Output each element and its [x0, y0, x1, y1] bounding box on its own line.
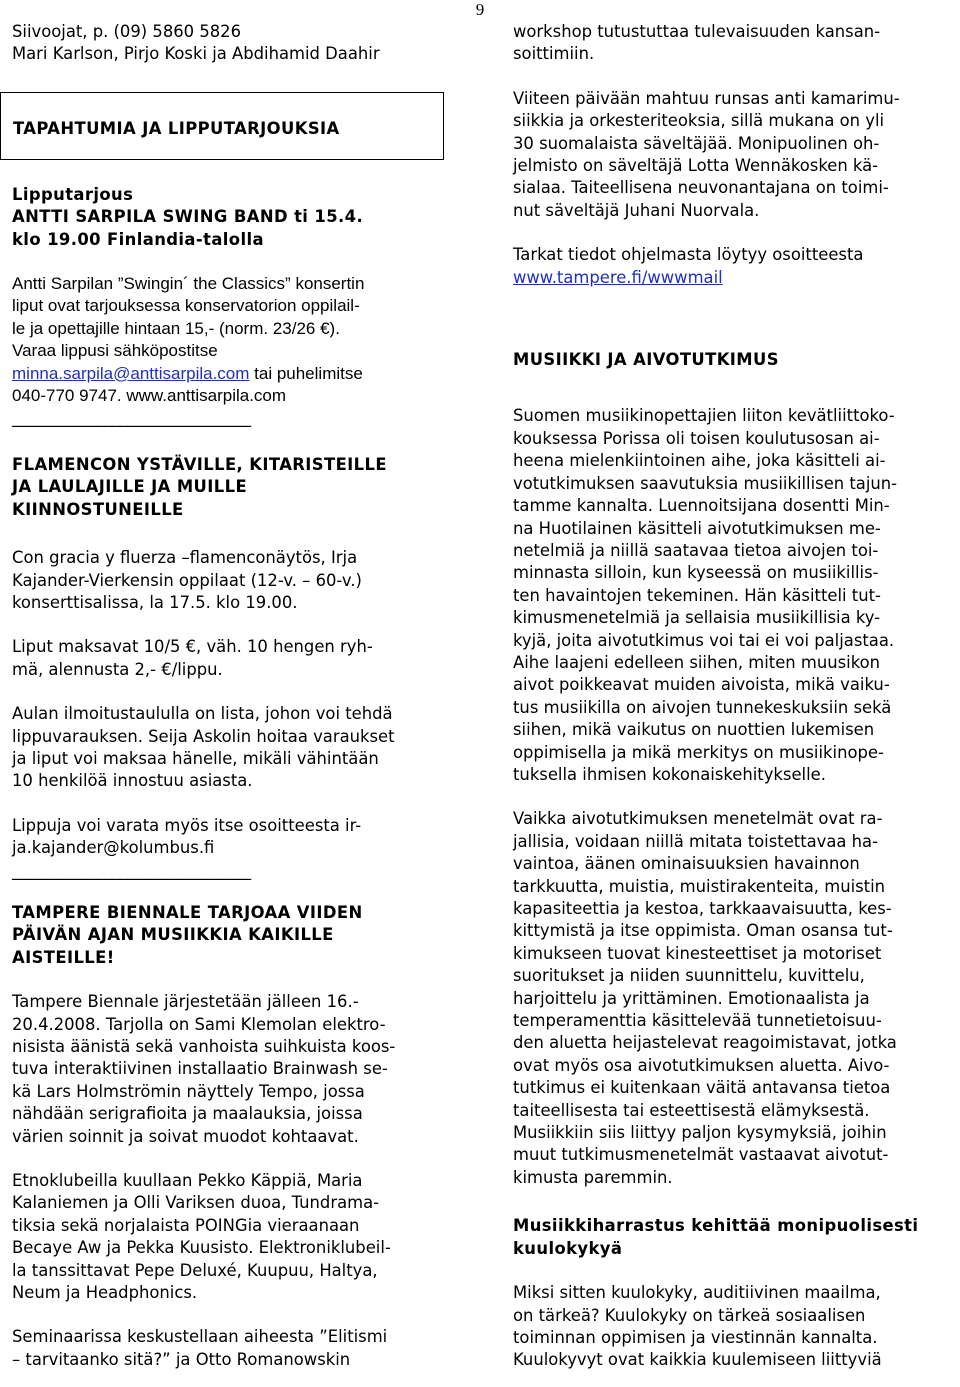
- text-line: toiminnan oppimisen ja viestinnän kannalta.: [513, 1327, 878, 1347]
- flamenco-heading-line: FLAMENCON YSTÄVILLE, KITARISTEILLE: [12, 454, 387, 474]
- text-line: 30 suomalaista säveltäjää. Monipuolinen oh-: [513, 133, 880, 153]
- text-line: harjoittelu ja yrittäminen. Emotionaalista ja: [513, 988, 870, 1008]
- viiteen-paragraph: [513, 88, 949, 222]
- text-line: suoritukset ja niiden suunnittelu, kuvittelu,: [513, 966, 865, 986]
- text-line: Neum ja Headphonics.: [12, 1283, 198, 1303]
- text-line: soittimiin.: [513, 44, 595, 64]
- text-line: tuksella ihmisen kokonaiskehitykselle.: [513, 764, 826, 784]
- sarpila-email-link[interactable]: minna.sarpila@anttisarpila.com: [12, 363, 250, 383]
- text-line: Kuulokyvyt ovat kaikkia kuulemiseen liittyviä: [513, 1350, 882, 1370]
- text-line: le ja opettajille hintaan 15,- (norm. 23/26 €).: [12, 318, 340, 338]
- text-line: siihen, mikä vaikutus on nuottien lukemisen: [513, 720, 875, 740]
- flamenco-paragraph: [12, 636, 450, 681]
- text-line: nut säveltäjä Juhani Nuorvala.: [513, 200, 760, 220]
- flamenco-paragraph: [12, 815, 450, 860]
- text-line: Aihe laajeni edelleen siihen, miten muusikon: [513, 652, 881, 672]
- divider: _______________________________: [12, 860, 251, 880]
- text-line: liput ovat tarjouksessa konservatorion oppilail-: [12, 296, 360, 316]
- text-line: tamme kannalta. Luennoitsijana dosentti Min-: [513, 496, 890, 516]
- biennale-heading-line: AISTEILLE!: [12, 947, 115, 967]
- text-line: Suomen musiikinopettajien liiton kevätliittoko-: [513, 406, 895, 426]
- musiikki-paragraph: [513, 405, 949, 786]
- text-line: Liput maksavat 10/5 €, väh. 10 hengen ryh-: [12, 637, 373, 657]
- lipputarjous-label: Lipputarjous: [12, 184, 134, 204]
- page-number: 9: [475, 0, 485, 19]
- text-line: votutkimuksen saavutuksia musiikillisen tajun-: [513, 473, 898, 493]
- text-line: kouksessa Porissa oli toisen koulutusosan ai-: [513, 428, 880, 448]
- text-line: Becaye Aw ja Pekka Kuusisto. Elektroniklubeil-: [12, 1238, 391, 1258]
- text-line: tus musiikilla on aivojen tunnekeskuksiin sekä: [513, 697, 892, 717]
- text-line: nisista äänistä sekä vanhoista suihkuista koos-: [12, 1037, 396, 1056]
- program-info: [513, 244, 949, 289]
- text-line: taiteellisesta tai esteettisestä elämyksestä.: [513, 1100, 870, 1120]
- text-line: Con gracia y fluerza –flamenconäytös, Irja: [12, 548, 358, 568]
- text-line: muut tutkimusmenetelmät vastaavat aivotut-: [513, 1145, 889, 1165]
- text-line: Antti Sarpilan ”Swingin´ the Classics” konsertin: [12, 274, 365, 294]
- cleaners-names: Mari Karlson, Pirjo Koski ja Abdihamid Daahir: [12, 44, 380, 64]
- text-line: [513, 267, 949, 289]
- text-line: Vaikka aivotutkimuksen menetelmät ovat ra-: [513, 809, 883, 829]
- text-line: na Huotilainen käsitteli aivotutkimuksen me-: [513, 518, 881, 538]
- cleaners-title: Siivoojat, p. (09) 5860 5826: [12, 22, 242, 41]
- flamenco-heading-line: KIINNOSTUNEILLE: [12, 499, 184, 519]
- text-line: kapasiteettia ja kestoa, tarkkaavaisuutta, kes-: [513, 899, 892, 918]
- text-line: 20.4.2008. Tarjolla on Sami Klemolan elektro-: [12, 1014, 386, 1034]
- biennale-paragraph: [12, 1326, 450, 1371]
- text-line: la tanssittavat Pepe Deluxé, Kuupuu, Haltya,: [12, 1260, 378, 1280]
- text-fragment: tai puhelimitse: [249, 363, 363, 383]
- text-line: kä Lars Holmströmin näyttely Tempo, jossa: [12, 1081, 365, 1101]
- text-line: ovat myös osa aivotutkimuksen aluetta. Aivo-: [513, 1055, 890, 1075]
- text-line: Lippuja voi varata myös itse osoitteesta ir-: [12, 815, 362, 835]
- events-heading-box: [0, 92, 444, 160]
- sarpila-heading-1: ANTTI SARPILA SWING BAND ti 15.4.: [12, 207, 364, 227]
- text-line: konserttisalissa, la 17.5. klo 19.00.: [12, 592, 298, 612]
- text-line: 10 henkilöä innostuu asiasta.: [12, 771, 253, 791]
- text-line: temperamenttia käsittelevää tunnetietoisuu-: [513, 1011, 882, 1031]
- flamenco-heading-line: JA LAULAJILLE JA MUILLE: [12, 477, 248, 497]
- text-line: workshop tutustuttaa tulevaisuuden kansan-: [513, 22, 881, 41]
- text-line: 040-770 9747. www.anttisarpila.com: [12, 386, 287, 406]
- text-line: – tarvitaanko sitä?” ja Otto Romanowskin: [12, 1349, 351, 1369]
- text-line: värien soinnit ja soivat muodot kohtaavat.: [12, 1126, 359, 1146]
- text-line: lippuvarauksen. Seija Askolin hoitaa varaukset: [12, 726, 395, 746]
- left-column: [12, 21, 450, 1371]
- sarpila-offer: [12, 184, 450, 408]
- kuulokyky-paragraph: [513, 1282, 949, 1372]
- text-line: Tampere Biennale järjestetään jälleen 16.-: [12, 992, 359, 1012]
- text-line: ja liput voi maksaa hänelle, mikäli vähintään: [12, 748, 379, 768]
- biennale-section: [12, 902, 450, 1371]
- right-column: [513, 21, 949, 1372]
- text-line: Kajander-Vierkensin oppilaat (12-v. – 60-v.): [12, 570, 362, 590]
- text-line: Viiteen päivään mahtuu runsas anti kamarimu-: [513, 88, 900, 108]
- text-line: Miksi sitten kuulokyky, auditiivinen maailma,: [513, 1283, 881, 1303]
- flamenco-section: [12, 454, 450, 860]
- musiikki-paragraph: [513, 808, 949, 1189]
- text-line: [12, 363, 450, 385]
- text-line: kimusta paremmin.: [513, 1167, 673, 1187]
- text-line: Tarkat tiedot ohjelmasta löytyy osoitteesta: [513, 245, 864, 265]
- sarpila-text: [12, 273, 450, 407]
- program-link[interactable]: www.tampere.fi/wwwmail: [513, 267, 723, 287]
- flamenco-paragraph: [12, 547, 450, 614]
- text-line: tarkkuutta, muistia, muistirakenteita, muistin: [513, 876, 886, 896]
- text-line: Etnoklubeilla kuullaan Pekko Käppiä, Maria: [12, 1171, 363, 1191]
- text-line: kimusmenetelmiä ja sellaisia musiikillisia ky-: [513, 608, 881, 628]
- text-line: kimukseen tuovat kinesteettiset ja motoriset: [513, 943, 882, 963]
- text-line: Varaa lippusi sähköpostitse: [12, 341, 218, 361]
- text-line: ja.kajander@kolumbus.fi: [12, 838, 215, 858]
- text-line: Seminaarissa keskustellaan aiheesta ”Elitismi: [12, 1327, 388, 1347]
- biennale-heading-line: TAMPERE BIENNALE TARJOAA VIIDEN: [12, 902, 363, 922]
- text-line: heena mielenkiintoinen aihe, joka käsitteli ai-: [513, 451, 886, 471]
- text-line: on tärkeä? Kuulokyky on tärkeä sosiaalisen: [513, 1305, 866, 1325]
- text-line: tuva interaktiivinen installaatio Brainwash se-: [12, 1059, 388, 1079]
- kuulokyky-heading-line: kuulokykyä: [513, 1238, 623, 1258]
- text-line: oppimisella ja mikä merkitys on musiikinope-: [513, 742, 884, 762]
- text-line: tiksia sekä norjalaista POINGia vieraanaan: [12, 1215, 360, 1235]
- text-line: vaintoa, äänen ominaisuuksien havainnon: [513, 854, 860, 874]
- kuulokyky-heading: [513, 1215, 949, 1260]
- text-line: jelmisto on säveltäjä Lotta Wennäkosken kä-: [513, 156, 879, 176]
- biennale-paragraph: [12, 1170, 450, 1304]
- text-line: mä, alennusta 2,- €/lippu.: [12, 659, 223, 679]
- flamenco-paragraph: [12, 703, 450, 793]
- text-line: Musiikkiin siis liittyy paljon kysymyksiä, joihin: [513, 1123, 887, 1143]
- text-line: den aluetta heijastelevat reagoimistavat, jotka: [513, 1033, 897, 1053]
- text-line: Aulan ilmoitustaululla on lista, johon voi tehdä: [12, 704, 393, 724]
- events-heading: TAPAHTUMIA JA LIPPUTARJOUKSIA: [13, 118, 340, 138]
- text-line: tutkimus ei kuitenkaan väitä antavansa tietoa: [513, 1078, 891, 1098]
- divider: _______________________________: [12, 408, 251, 428]
- biennale-heading-line: PÄIVÄN AJAN MUSIIKKIA KAIKILLE: [12, 925, 334, 945]
- text-line: siikkia ja orkesteriteoksia, sillä mukana on yli: [513, 111, 885, 131]
- text-line: kittymistä ja itse oppimista. Oman osansa tut-: [513, 921, 893, 941]
- sarpila-heading-2: klo 19.00 Finlandia-talolla: [12, 229, 264, 249]
- text-line: jallisia, voidaan niillä mitata toistettavaa ha-: [513, 831, 879, 851]
- text-line: aivot poikkeavat muiden aivoista, mikä vaiku-: [513, 675, 890, 695]
- text-line: sialaa. Taiteellisena neuvonantajana on toimi-: [513, 178, 889, 198]
- kuulokyky-heading-line: Musiikkiharrastus kehittää monipuolisesti: [513, 1216, 919, 1236]
- musiikki-heading: MUSIIKKI JA AIVOTUTKIMUS: [513, 350, 779, 370]
- text-line: kyjä, joita aivotutkimus voi tai ei voi paljastaa.: [513, 630, 895, 650]
- text-line: minnasta silloin, kun kyseessä on musiikillis-: [513, 563, 879, 583]
- workshop-paragraph: [513, 21, 949, 66]
- text-line: ten havaintojen tekeminen. Hän käsitteli tut-: [513, 585, 881, 605]
- text-line: nähdään serigrafioita ja maalauksia, joissa: [12, 1104, 363, 1124]
- biennale-paragraph: [12, 991, 450, 1148]
- text-line: Kalaniemen ja Olli Variksen duoa, Tundrama-: [12, 1193, 380, 1213]
- text-line: netelmiä ja niillä saatavaa tietoa aivojen toi-: [513, 540, 879, 560]
